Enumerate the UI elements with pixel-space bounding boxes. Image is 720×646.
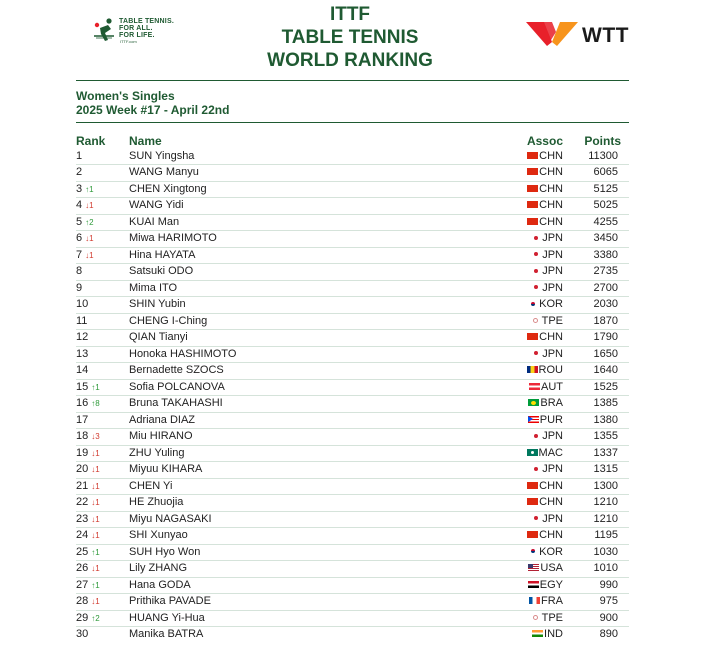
flag-ind-icon: [532, 630, 543, 637]
flag-rou-icon: [527, 366, 538, 373]
rank-down-indicator: ↓1: [91, 498, 100, 507]
table-row: [76, 198, 629, 215]
assoc-code: CHN: [539, 529, 563, 541]
table-row: [76, 446, 629, 463]
assoc-code: JPN: [542, 232, 563, 244]
rank-value: 22: [76, 496, 89, 508]
points-value: 11300: [588, 149, 618, 162]
rank-value: 14: [76, 364, 89, 376]
assoc-cell: [527, 297, 563, 313]
flag-jpn-icon: [530, 515, 541, 522]
rank-cell: [76, 462, 100, 478]
rank-value: 8: [76, 265, 83, 277]
column-header-assoc: Assoc: [526, 134, 563, 148]
rank-cell: [76, 528, 100, 544]
assoc-code: JPN: [542, 512, 563, 525]
assoc-cell: [530, 512, 563, 528]
assoc-cell: [529, 594, 563, 610]
rank-up-indicator: ↑8: [91, 399, 100, 408]
title-line: ITTF: [329, 4, 371, 25]
assoc-cell: [528, 396, 563, 412]
rank-value: 9: [76, 281, 83, 294]
assoc-code: CHN: [539, 331, 563, 343]
rank-cell: [76, 594, 100, 610]
table-row: [76, 215, 629, 232]
table-row: [76, 462, 629, 479]
flag-aut-icon: [529, 383, 540, 390]
ittf-player-icon: [92, 16, 118, 44]
table-row: [76, 413, 629, 430]
flag-tpe-icon: [530, 614, 541, 621]
rank-up-indicator: ↑1: [91, 580, 100, 590]
rank-value: 29: [76, 611, 89, 624]
points-value: 4255: [593, 215, 618, 228]
flag-jpn-icon: [530, 251, 541, 258]
player-name: Prithika PAVADE: [129, 595, 211, 607]
rank-value: 19: [76, 446, 89, 459]
points-value: 1355: [593, 430, 618, 442]
player-name: Hina HAYATA: [129, 248, 196, 261]
rank-up-indicator: ↑2: [85, 217, 94, 227]
rank-cell: [76, 495, 100, 511]
points-value: 6065: [593, 166, 618, 178]
assoc-cell: [527, 446, 563, 462]
rank-cell: [76, 165, 82, 181]
table-row: [76, 627, 629, 644]
assoc-code: TPE: [541, 611, 563, 624]
rank-cell: [76, 627, 88, 643]
points-value: 1380: [593, 413, 618, 426]
points-value: 1195: [594, 529, 618, 541]
wtt-label: WTT: [582, 24, 629, 47]
ittf-tagline: [119, 18, 174, 39]
points-value: 1030: [593, 545, 618, 558]
flag-fra-icon: [529, 597, 540, 604]
assoc-code: CHN: [539, 215, 563, 228]
player-name: SHIN Yubin: [129, 298, 186, 310]
flag-tpe-icon: [530, 317, 541, 324]
assoc-cell: [530, 314, 563, 330]
rank-down-indicator: ↓1: [85, 234, 94, 243]
ranking-subheading: [76, 89, 229, 117]
table-row: [76, 264, 629, 281]
rank-value: 4: [76, 199, 83, 211]
assoc-code: JPN: [542, 463, 563, 475]
rank-cell: [76, 413, 88, 429]
rank-cell: [76, 545, 100, 561]
flag-usa-icon: [528, 564, 539, 571]
rank-up-indicator: ↑2: [91, 613, 100, 623]
rank-cell: [76, 446, 100, 462]
player-name: Honoka HASHIMOTO: [129, 347, 237, 360]
ittf-logo: [92, 14, 172, 48]
assoc-cell: [530, 347, 563, 363]
divider: [76, 122, 629, 123]
rank-cell: [76, 182, 94, 198]
rank-cell: [76, 248, 94, 264]
table-row: [76, 182, 629, 199]
rank-value: 3: [76, 182, 83, 195]
rank-value: 16: [76, 397, 89, 409]
rank-value: 7: [76, 248, 83, 261]
points-value: 3380: [593, 248, 618, 261]
flag-chn-icon: [527, 531, 538, 538]
assoc-cell: [528, 413, 563, 429]
points-value: 1010: [593, 562, 618, 574]
wtt-logo: [526, 20, 636, 50]
rank-down-indicator: ↓1: [85, 201, 94, 210]
rank-value: 17: [76, 413, 89, 426]
player-name: Manika BATRA: [129, 628, 204, 640]
points-value: 1315: [593, 463, 618, 475]
assoc-code: IND: [544, 628, 563, 640]
rank-cell: [76, 347, 88, 363]
flag-chn-icon: [527, 185, 538, 192]
points-value: 2700: [593, 281, 618, 294]
assoc-cell: [530, 429, 563, 445]
assoc-cell: [527, 479, 563, 495]
rank-cell: [76, 611, 100, 627]
flag-egy-icon: [528, 581, 539, 588]
player-name: WANG Manyu: [129, 166, 199, 178]
table-row: [76, 149, 629, 166]
rank-cell: [76, 149, 82, 165]
table-row: [76, 165, 629, 182]
player-name: HE Zhuojia: [129, 496, 184, 508]
rank-cell: [76, 429, 100, 445]
flag-jpn-icon: [530, 267, 541, 274]
rank-down-indicator: ↓1: [91, 564, 100, 573]
assoc-cell: [532, 627, 563, 643]
rank-cell: [76, 330, 88, 346]
rank-cell: [76, 215, 94, 231]
points-value: 1525: [593, 380, 618, 393]
points-value: 1210: [593, 512, 618, 525]
assoc-code: FRA: [541, 595, 563, 607]
assoc-cell: [527, 330, 563, 346]
rank-value: 27: [76, 578, 89, 591]
rank-cell: [76, 314, 87, 330]
points-value: 1385: [593, 397, 618, 409]
assoc-cell: [530, 281, 563, 297]
column-header-rank: Rank: [76, 134, 106, 148]
points-value: 1300: [593, 479, 618, 492]
assoc-cell: [527, 495, 563, 511]
rank-value: 11: [76, 314, 88, 327]
assoc-code: JPN: [542, 281, 563, 294]
rank-value: 1: [76, 149, 83, 162]
flag-bra-icon: [528, 399, 539, 406]
table-row: [76, 330, 629, 347]
player-name: CHENG I-Ching: [129, 314, 208, 327]
flag-jpn-icon: [530, 350, 541, 357]
flag-chn-icon: [527, 168, 538, 175]
player-name: Satsuki ODO: [129, 265, 194, 277]
assoc-cell: [527, 545, 563, 561]
table-row: [76, 297, 629, 314]
flag-jpn-icon: [530, 432, 541, 439]
points-value: 5025: [593, 199, 618, 211]
table-row: [76, 479, 629, 496]
rank-cell: [76, 561, 100, 577]
rank-value: 21: [76, 479, 89, 492]
table-row: [76, 363, 629, 380]
assoc-cell: [527, 198, 563, 214]
table-row: [76, 611, 629, 628]
points-value: 1650: [593, 347, 618, 360]
player-name: KUAI Man: [129, 215, 180, 228]
rank-up-indicator: ↑1: [91, 382, 100, 392]
points-value: 1210: [593, 496, 618, 508]
assoc-cell: [530, 462, 563, 478]
rank-value: 30: [76, 628, 89, 640]
flag-jpn-icon: [530, 465, 541, 472]
flag-kor-icon: [527, 548, 538, 555]
rank-cell: [76, 281, 82, 297]
column-header-name: Name: [129, 134, 162, 148]
assoc-code: JPN: [542, 430, 563, 442]
rank-down-indicator: ↓1: [91, 531, 100, 540]
rank-value: 20: [76, 463, 89, 475]
assoc-code: KOR: [539, 545, 563, 558]
table-row: [76, 396, 629, 413]
rank-value: 13: [76, 347, 89, 360]
points-value: 990: [599, 578, 618, 591]
flag-chn-icon: [527, 152, 538, 159]
rank-value: 10: [76, 298, 89, 310]
rank-cell: [76, 396, 100, 412]
player-name: Hana GODA: [129, 578, 191, 591]
rank-down-indicator: ↓1: [85, 250, 94, 260]
rank-value: 26: [76, 562, 89, 574]
points-value: 1790: [593, 331, 618, 343]
player-name: ZHU Yuling: [129, 446, 185, 459]
player-name: CHEN Yi: [129, 479, 173, 492]
rank-cell: [76, 479, 100, 495]
page-header: [0, 0, 720, 80]
rank-cell: [76, 297, 88, 313]
assoc-code: JPN: [542, 248, 563, 261]
player-name: Mima ITO: [129, 281, 178, 294]
rank-down-indicator: ↓1: [91, 448, 100, 458]
rank-value: 24: [76, 529, 89, 541]
assoc-cell: [527, 528, 563, 544]
points-value: 890: [599, 628, 618, 640]
assoc-cell: [528, 561, 563, 577]
assoc-code: CHN: [539, 479, 563, 492]
player-name: SUH Hyo Won: [129, 545, 201, 558]
wtt-mark-icon: [526, 20, 578, 48]
rank-value: 2: [76, 166, 83, 178]
assoc-code: JPN: [542, 347, 563, 360]
table-row: [76, 314, 629, 331]
table-header: [76, 134, 629, 148]
title-line: WORLD RANKING: [267, 50, 433, 71]
assoc-code: CHN: [539, 496, 563, 508]
assoc-code: USA: [540, 562, 563, 574]
assoc-cell: [527, 165, 563, 181]
points-value: 1337: [593, 446, 618, 459]
flag-chn-icon: [527, 333, 538, 340]
table-row: [76, 248, 629, 265]
flag-chn-icon: [527, 201, 538, 208]
player-name: SUN Yingsha: [129, 149, 195, 162]
points-value: 2735: [593, 265, 618, 277]
table-row: [76, 495, 629, 512]
assoc-code: EGY: [539, 578, 563, 591]
points-value: 5125: [593, 182, 618, 195]
player-name: Lily ZHANG: [129, 562, 188, 574]
player-name: Bernadette SZOCS: [129, 364, 224, 376]
points-value: 900: [599, 611, 618, 624]
column-header-points: Points: [584, 134, 621, 148]
player-name: Miwa HARIMOTO: [129, 232, 217, 244]
player-name: Miyuu KIHARA: [129, 463, 203, 475]
ittf-tagline-line: FOR ALL.: [119, 25, 153, 32]
rank-up-indicator: ↑1: [91, 547, 100, 557]
assoc-cell: [527, 363, 563, 379]
assoc-code: JPN: [542, 265, 563, 277]
table-row: [76, 594, 629, 611]
rank-value: 15: [76, 380, 89, 393]
player-name: WANG Yidi: [129, 199, 184, 211]
rank-value: 23: [76, 512, 89, 525]
player-name: Miu HIRANO: [129, 430, 193, 442]
rank-value: 5: [76, 215, 83, 228]
flag-chn-icon: [527, 218, 538, 225]
ranking-table: [76, 149, 629, 644]
assoc-code: MAC: [538, 446, 563, 459]
table-row: [76, 429, 629, 446]
table-row: [76, 281, 629, 298]
table-row: [76, 347, 629, 364]
rank-cell: [76, 512, 100, 528]
assoc-code: CHN: [539, 166, 563, 178]
table-row: [76, 561, 629, 578]
rank-cell: [76, 578, 100, 594]
assoc-cell: [530, 231, 563, 247]
rank-down-indicator: ↓3: [91, 432, 100, 441]
player-name: QIAN Tianyi: [129, 331, 188, 343]
points-value: 3450: [593, 232, 618, 244]
assoc-cell: [527, 182, 563, 198]
player-name: Adriana DIAZ: [129, 413, 196, 426]
rank-value: 18: [76, 430, 89, 442]
rank-cell: [76, 198, 94, 214]
assoc-cell: [530, 611, 563, 627]
assoc-cell: [527, 215, 563, 231]
rank-value: 6: [76, 232, 83, 244]
rank-value: 12: [76, 331, 89, 343]
points-value: 975: [599, 595, 618, 607]
rank-value: 25: [76, 545, 89, 558]
rank-cell: [76, 264, 82, 280]
assoc-code: CHN: [539, 182, 563, 195]
player-name: CHEN Xingtong: [129, 182, 207, 195]
rank-down-indicator: ↓1: [91, 597, 100, 606]
assoc-cell: [528, 578, 563, 594]
ranking-week: 2025 Week #17 - April 22nd: [76, 103, 230, 117]
table-row: [76, 545, 629, 562]
assoc-code: TPE: [541, 314, 563, 327]
flag-kor-icon: [527, 300, 538, 307]
flag-pur-icon: [528, 416, 539, 423]
page-title: [230, 3, 470, 72]
rank-value: 28: [76, 595, 89, 607]
flag-jpn-icon: [530, 284, 541, 291]
table-row: [76, 512, 629, 529]
flag-mac-icon: [527, 449, 538, 456]
rank-cell: [76, 363, 88, 379]
player-name: HUANG Yi-Hua: [129, 611, 205, 624]
assoc-cell: [529, 380, 563, 396]
assoc-code: AUT: [541, 380, 563, 393]
points-value: 2030: [593, 298, 618, 310]
points-value: 1870: [593, 314, 618, 327]
rank-cell: [76, 231, 94, 247]
assoc-code: ROU: [538, 364, 563, 376]
ittf-url: ITTF.com: [120, 39, 137, 44]
player-name: Miyu NAGASAKI: [129, 512, 212, 525]
assoc-code: CHN: [539, 149, 563, 162]
player-name: Sofia POLCANOVA: [129, 380, 225, 393]
rank-down-indicator: ↓1: [91, 465, 100, 474]
table-row: [76, 231, 629, 248]
divider: [76, 80, 629, 81]
table-row: [76, 380, 629, 397]
player-name: Bruna TAKAHASHI: [129, 397, 223, 409]
rank-cell: [76, 380, 100, 396]
player-name: SHI Xunyao: [129, 529, 188, 541]
rank-down-indicator: ↓1: [91, 514, 100, 524]
ittf-tagline-line: TABLE TENNIS.: [119, 18, 174, 25]
points-value: 1640: [593, 364, 618, 376]
assoc-code: CHN: [539, 199, 563, 211]
flag-jpn-icon: [530, 234, 541, 241]
title-line: TABLE TENNIS: [281, 27, 419, 48]
assoc-code: PUR: [539, 413, 563, 426]
table-row: [76, 578, 629, 595]
assoc-cell: [530, 248, 563, 264]
assoc-cell: [527, 149, 563, 165]
ranking-category: Women's Singles: [76, 89, 175, 103]
assoc-code: KOR: [539, 298, 563, 310]
flag-chn-icon: [527, 482, 538, 489]
rank-up-indicator: ↑1: [85, 184, 94, 194]
rank-down-indicator: ↓1: [91, 481, 100, 491]
table-row: [76, 528, 629, 545]
assoc-code: BRA: [540, 397, 563, 409]
assoc-cell: [530, 264, 563, 280]
ittf-tagline-line: FOR LIFE.: [119, 32, 155, 39]
flag-chn-icon: [527, 498, 538, 505]
